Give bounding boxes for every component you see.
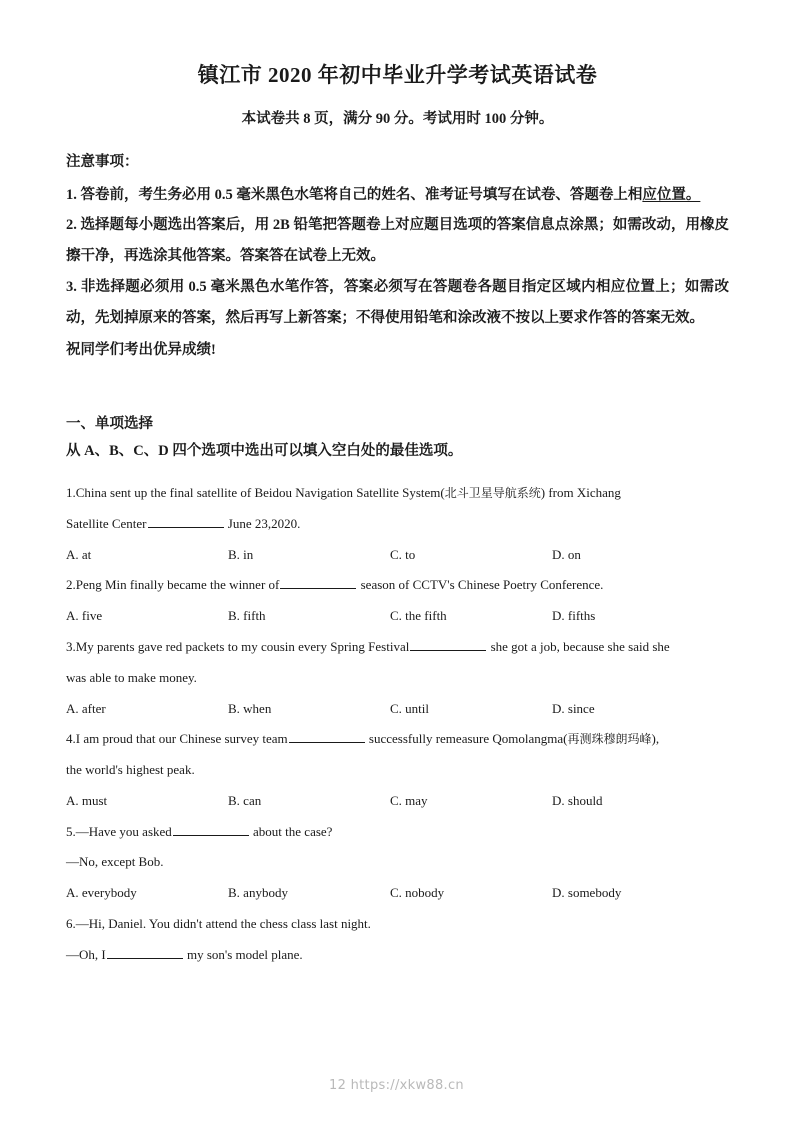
option-choice[interactable]: C. nobody (390, 885, 445, 901)
question-line (66, 632, 729, 663)
option-choice[interactable]: D. somebody (552, 885, 622, 901)
page-subtitle: 本试卷共 8 页，满分 90 分。考试用时 100 分钟。 (241, 111, 554, 128)
watermark: 12 https://xkw88.cn (329, 1078, 464, 1093)
answer-blank[interactable] (280, 576, 356, 589)
option-choice[interactable]: A. after (66, 700, 106, 716)
notice-item-text: 2. 选择题每小题选出答案后，用 2B 铅笔把答题卷上对应题目选项的答案信息点涂黑；如需改动，用橡皮擦干净，再选涂其他答案。答案答在试卷上无效。 (66, 217, 729, 265)
option-choice[interactable]: A. five (66, 608, 103, 624)
option-choice[interactable]: B. can (228, 792, 262, 808)
section-single-choice (66, 411, 729, 466)
option-row (66, 694, 729, 725)
notice-heading: 注意事项： (66, 154, 139, 171)
notice-item (66, 180, 729, 211)
question-line (66, 909, 729, 940)
answer-blank[interactable] (107, 946, 183, 959)
question-line (66, 663, 729, 694)
question-text: 6.—Hi, Daniel. You didn't attend the chess class last night. (66, 916, 371, 932)
question (66, 632, 729, 724)
question-text: 5.—Have you asked (66, 823, 172, 839)
question (66, 909, 729, 971)
answer-blank[interactable] (173, 822, 249, 835)
question-line (66, 755, 729, 786)
question-text: ), (651, 731, 660, 747)
question-text: 3.My parents gave red packets to my cousin every Spring Festival (66, 638, 410, 654)
option-choice[interactable]: B. fifth (228, 608, 266, 624)
question-text: ) from Xichang (540, 484, 621, 500)
question-text: season of CCTV's Chinese Poetry Conference. (357, 577, 604, 593)
question-text: my son's model plane. (183, 946, 303, 962)
question-line (66, 724, 729, 755)
option-choice[interactable]: C. the fifth (390, 608, 447, 624)
answer-blank[interactable] (410, 638, 486, 651)
question-list (66, 478, 729, 971)
notice-item-text: 1. 答卷前，考生务必用 0.5 毫米黑色水笔将自己的姓名、准考证号填写在试卷、答题卷上相 (66, 186, 643, 203)
question-text: June 23,2020. (224, 515, 301, 531)
option-choice[interactable]: C. until (390, 700, 430, 716)
option-row (66, 540, 729, 571)
section-title: 一、单项选择 (66, 415, 153, 432)
option-choice[interactable]: C. may (390, 792, 428, 808)
question-line (66, 940, 729, 971)
notice-item-underlined-text: 应位置。 (642, 186, 701, 203)
notice-item (66, 272, 729, 333)
option-choice[interactable]: D. should (552, 792, 603, 808)
option-choice[interactable]: B. anybody (228, 885, 288, 901)
question-line (66, 478, 729, 509)
section-instruction: 从 A、B、C、D 四个选项中选出可以填入空白处的最佳选项。 (66, 443, 463, 460)
question-line (66, 509, 729, 540)
option-choice[interactable]: A. everybody (66, 885, 137, 901)
question-text: about the case? (249, 823, 333, 839)
question-text: she got a job, because she said she (487, 638, 670, 654)
answer-blank[interactable] (289, 730, 365, 743)
option-choice[interactable]: B. when (228, 700, 272, 716)
question-text: Satellite Center (66, 515, 147, 531)
question-text: successfully remeasure Qomolangma( (365, 731, 568, 747)
question (66, 570, 729, 632)
option-choice[interactable]: A. at (66, 546, 92, 562)
option-choice[interactable]: D. on (552, 546, 581, 562)
question-text: the world's highest peak. (66, 762, 195, 778)
option-choice[interactable]: D. fifths (552, 608, 596, 624)
option-choice[interactable]: A. must (66, 792, 108, 808)
notice-section (66, 151, 729, 365)
notice-item-text: 3. 非选择题必须用 0.5 毫米黑色水笔作答，答案必须写在答题卷各题目指定区域内相应位置上；如需改动，先划掉原来的答案，然后再写上新答案；不得使用铅笔和涂改液不按以上要求作答的答案无效。 (66, 278, 729, 326)
notice-item (66, 210, 729, 271)
option-row (66, 786, 729, 817)
question-line (66, 817, 729, 848)
question-text-chinese: 北斗卫星导航系统 (444, 485, 541, 500)
option-choice[interactable]: C. to (390, 546, 416, 562)
question-text: —Oh, I (66, 946, 106, 962)
question-text: 4.I am proud that our Chinese survey team (66, 731, 288, 747)
page-title: 镇江市 2020 年初中毕业升学考试英语试卷 (197, 63, 598, 87)
question-text: —No, except Bob. (66, 854, 164, 870)
question-line (66, 570, 729, 601)
question-text: 1.China sent up the final satellite of Beidou Navigation Satellite System( (66, 484, 445, 500)
question (66, 478, 729, 570)
notice-item-list (66, 180, 729, 334)
option-choice[interactable]: D. since (552, 700, 595, 716)
question (66, 817, 729, 909)
question-text: was able to make money. (66, 669, 197, 685)
question (66, 724, 729, 816)
option-choice[interactable]: B. in (228, 546, 254, 562)
question-line (66, 847, 729, 878)
question-text-chinese: 再测珠穆朗玛峰 (567, 732, 652, 747)
option-row (66, 601, 729, 632)
question-text: 2.Peng Min finally became the winner of (66, 577, 280, 593)
notice-wish: 祝同学们考出优异成绩! (66, 342, 216, 359)
page-content (66, 0, 729, 971)
option-row (66, 878, 729, 909)
answer-blank[interactable] (148, 514, 224, 527)
